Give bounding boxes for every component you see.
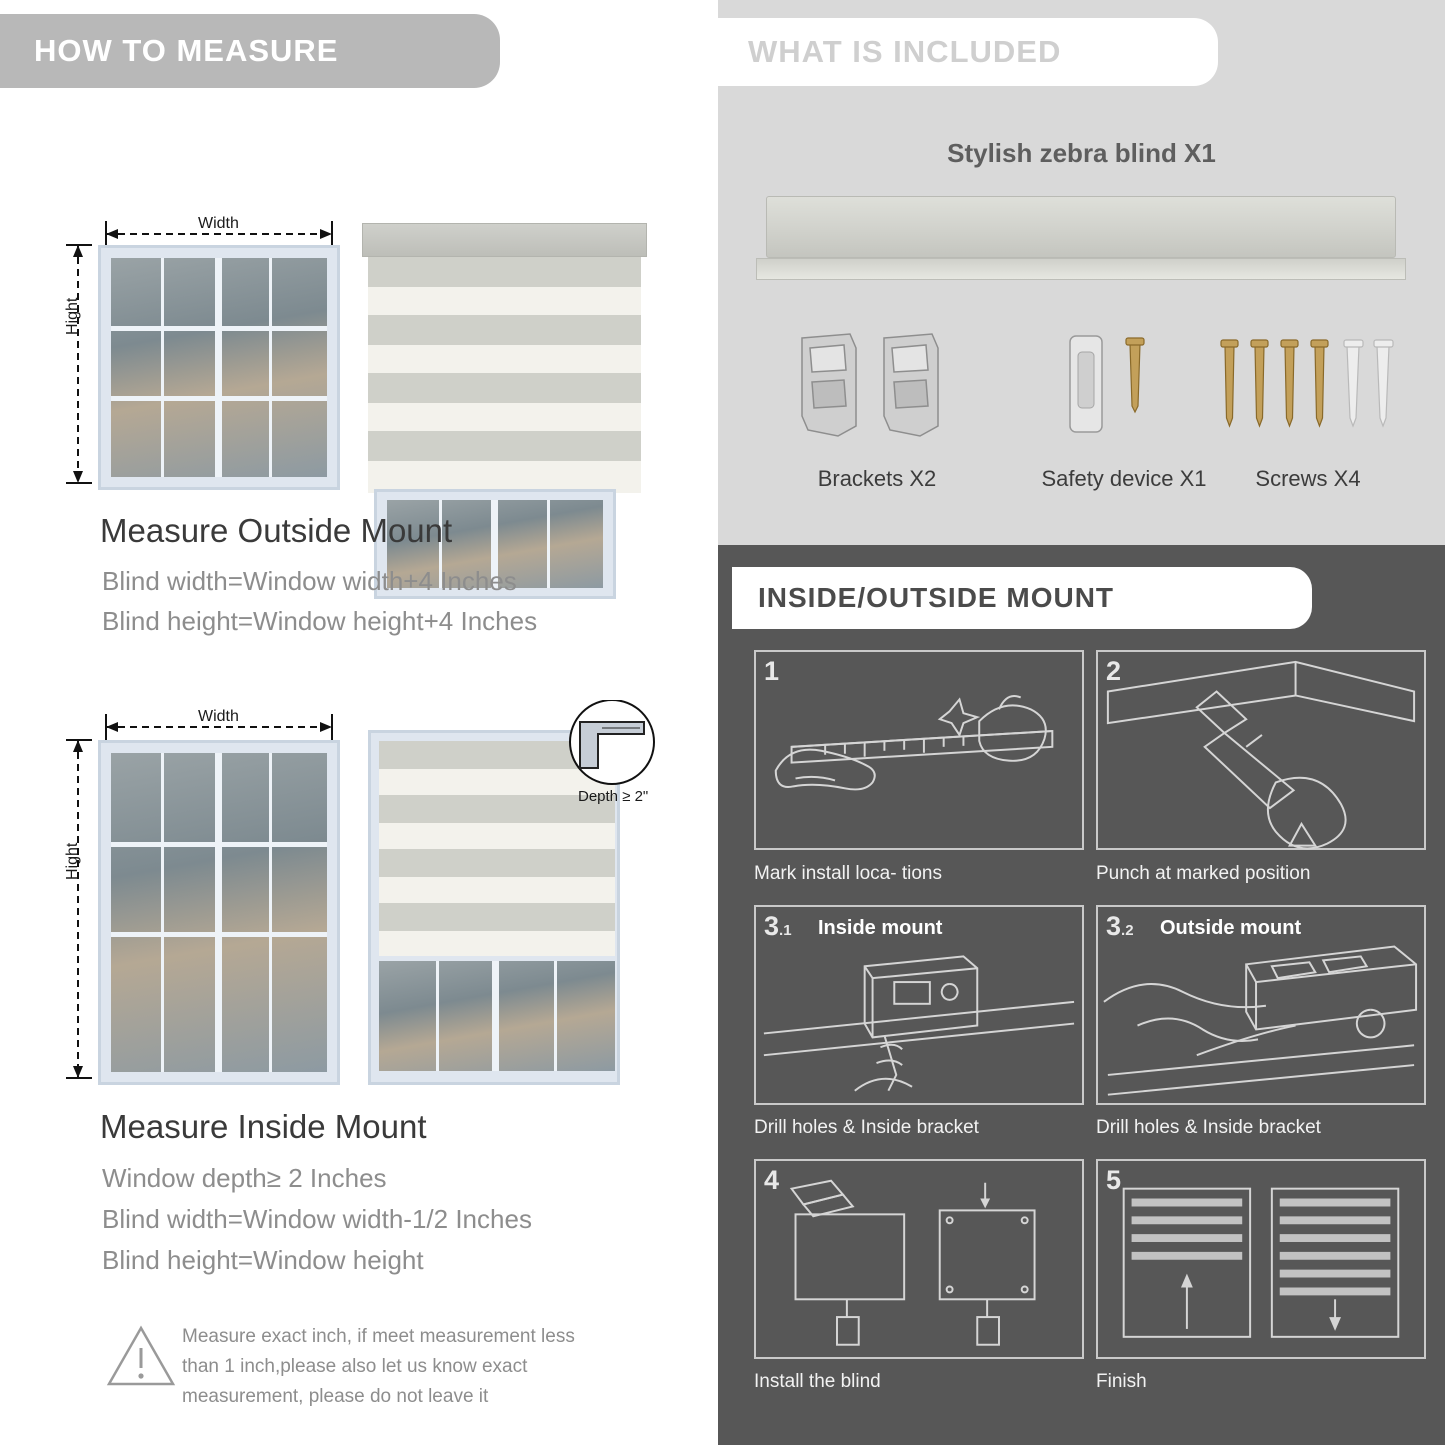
inside-mount-title: Measure Inside Mount: [100, 1108, 427, 1145]
finished-blind-icon: [1098, 1161, 1424, 1359]
bracket-icon: [788, 330, 968, 450]
step-inline-label-outside-mount: Outside mount: [1160, 917, 1302, 939]
inside-mount-line-3: Blind height=Window height: [102, 1245, 424, 1275]
how-to-measure-panel: [0, 0, 712, 1445]
step-caption-3-1: Drill holes & Inside bracket: [754, 1117, 979, 1138]
inside-mount-diagram: [0, 700, 712, 1120]
step-box-4: [754, 1159, 1084, 1359]
outside-mount-diagram: [0, 105, 712, 525]
part-label-brackets: Brackets X2: [817, 466, 937, 491]
step-caption-5: Finish: [1096, 1371, 1147, 1392]
safety-device-icon: [1048, 330, 1198, 450]
zebra-blind-bottom-rail: [756, 258, 1406, 280]
step-number-2: 2: [1106, 656, 1122, 686]
step-box-2: [1096, 650, 1426, 850]
hand-ruler-icon: [756, 652, 1082, 850]
measure-note: [182, 1322, 642, 1412]
outside-width-label: Width: [198, 215, 239, 232]
window-outside-frame: [98, 245, 340, 490]
part-label-screws: Screws X4: [1255, 466, 1361, 491]
step-caption-2: Punch at marked position: [1096, 863, 1311, 884]
screw-icon: [1213, 330, 1413, 450]
outside-mount-line-2: Blind height=Window height+4 Inches: [102, 606, 538, 636]
step-caption-3-2: Drill holes & Inside bracket: [1096, 1117, 1321, 1138]
step-caption-4: Install the blind: [754, 1371, 881, 1392]
step-inline-label-inside-mount: Inside mount: [818, 917, 943, 939]
step-number-5: 5: [1106, 1165, 1122, 1195]
how-to-measure-header: HOW TO MEASURE: [0, 14, 500, 88]
install-blind-icon: [756, 1161, 1082, 1359]
window-outside-glass: [111, 258, 327, 477]
step-box-1: [754, 650, 1084, 850]
measure-note-line-3: measurement, please do not leave it: [182, 1386, 489, 1407]
outside-mount-line-1: Blind width=Window width+4 Inches: [102, 566, 517, 596]
step-box-3-1: [754, 905, 1084, 1105]
outside-height-label: Hight: [64, 297, 81, 335]
outside-bracket-icon: [1098, 907, 1424, 1105]
step-number-4: 4: [764, 1165, 780, 1195]
inside-mount-line-1: Window depth≥ 2 Inches: [102, 1163, 387, 1193]
drill-icon: [1098, 652, 1424, 850]
inside-height-label: Hight: [64, 842, 81, 880]
what-is-included-header: WHAT IS INCLUDED: [718, 18, 1218, 86]
inside-width-label: Width: [198, 708, 239, 725]
window-inside-frame: [98, 740, 340, 1085]
step-number-3-1: 3.1: [764, 911, 792, 941]
what-is-included-panel: [718, 0, 1445, 545]
inside-outside-mount-header: INSIDE/OUTSIDE MOUNT: [732, 567, 1312, 629]
warning-triangle-icon: [105, 1322, 177, 1394]
inside-outside-mount-panel: [718, 545, 1445, 1445]
zebra-blind-product-icon: [766, 196, 1396, 258]
step-box-3-2: [1096, 905, 1426, 1105]
step-box-5: [1096, 1159, 1426, 1359]
included-main-item-label: Stylish zebra blind X1: [947, 138, 1216, 168]
step-number-3-2: 3.2: [1106, 911, 1134, 941]
step-caption-1: Mark install loca- tions: [754, 863, 942, 884]
measure-note-line-1: Measure exact inch, if meet measurement less: [182, 1326, 575, 1347]
measure-note-line-2: than 1 inch,please also let us know exact: [182, 1356, 528, 1377]
inside-mount-line-2: Blind width=Window width-1/2 Inches: [102, 1204, 532, 1234]
step-number-1: 1: [764, 656, 780, 686]
part-label-safety-device: Safety device X1: [1041, 466, 1207, 491]
depth-callout-icon: [550, 700, 710, 830]
outside-mount-title: Measure Outside Mount: [100, 512, 453, 549]
window-inside-glass: [111, 753, 327, 1072]
inside-bracket-icon: [756, 907, 1082, 1105]
depth-label: Depth ≥ 2": [578, 788, 649, 805]
